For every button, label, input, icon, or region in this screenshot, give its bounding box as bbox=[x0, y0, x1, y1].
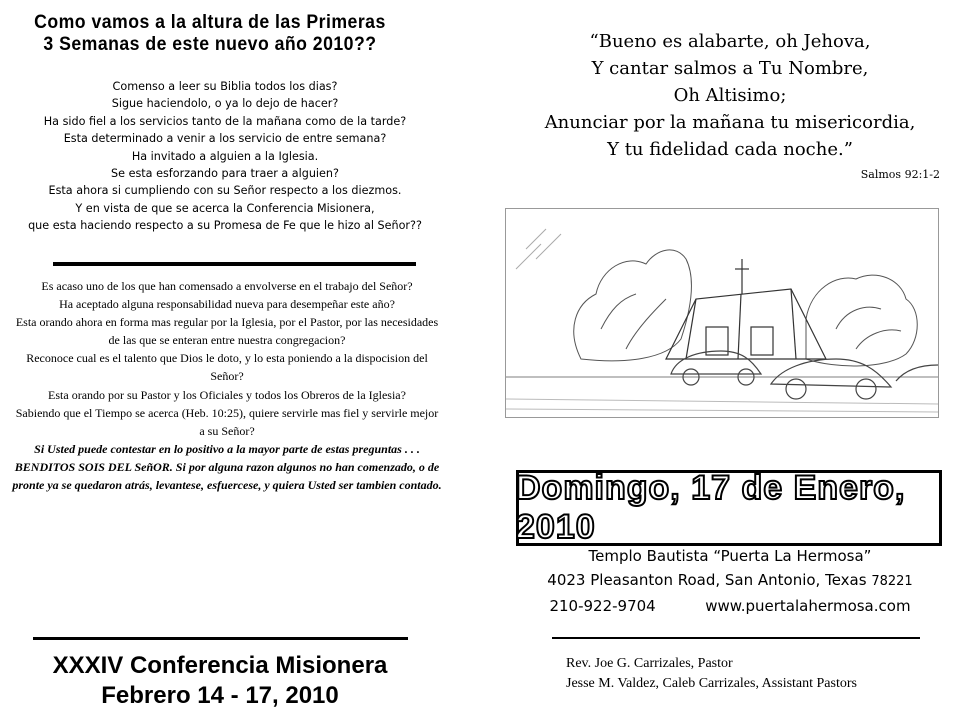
question-item: Esta determinado a venir a los servicio de entre semana? bbox=[63, 132, 387, 146]
address-street: 4023 Pleasanton Road, San Antonio, Texas bbox=[547, 571, 867, 589]
paragraph-closing: Si Usted puede contestar en lo positivo a la mayor parte de estas preguntas . . . BENDITOS SOIS DEL SeñOR. Si por alguna razon algunos no han comenzado, o de pronte ya se quedaron atrás, levantese, esfuercese, y quiera Usted ser tambien contado. bbox=[12, 441, 442, 493]
header-line-2: 3 Semanas de este nuevo año 2010?? bbox=[43, 34, 377, 55]
address-zip: 78221 bbox=[871, 574, 913, 589]
verse-line: Y cantar salmos a Tu Nombre, bbox=[591, 58, 869, 79]
church-name: Templo Bautista “Puerta La Hermosa” bbox=[588, 547, 872, 565]
conference-announcement bbox=[10, 651, 430, 711]
pastor-list bbox=[566, 654, 956, 694]
conference-dates: Febrero 14 - 17, 2010 bbox=[101, 682, 339, 709]
questions-header bbox=[10, 12, 410, 56]
question-item: Se esta esforzando para traer a alguien? bbox=[111, 167, 339, 181]
question-item: Comenso a leer su Biblia todos los dias? bbox=[112, 80, 338, 93]
assistant-pastors: Jesse M. Valdez, Caleb Carrizales, Assistant Pastors bbox=[566, 676, 857, 691]
church-phone: 210-922-9704 bbox=[549, 597, 656, 615]
question-item: que esta haciendo respecto a su Promesa de Fe que le hizo al Señor?? bbox=[28, 219, 422, 233]
verse-reference: Salmos 92:1-2 bbox=[860, 168, 940, 181]
church-contact bbox=[500, 594, 960, 618]
verse-line: Y tu fidelidad cada noche.” bbox=[607, 139, 853, 160]
question-item: Esta ahora si cumpliendo con su Señor respecto a los diezmos. bbox=[48, 184, 402, 198]
divider-right-bottom bbox=[552, 637, 920, 639]
verse-line: “Bueno es alabarte, oh Jehova, bbox=[589, 31, 871, 52]
header-line-1: Como vamos a la altura de las Primeras bbox=[34, 12, 386, 33]
paragraph-line: Ha aceptado alguna responsabilidad nueva para desempeñar este año? bbox=[59, 297, 395, 312]
reflection-paragraph bbox=[12, 277, 442, 494]
paragraph-line: Esta orando por su Pastor y los Oficiales y todos los Obreros de la Iglesia? bbox=[48, 387, 406, 402]
church-photo bbox=[505, 208, 939, 418]
question-list bbox=[10, 78, 440, 235]
church-address bbox=[500, 568, 960, 594]
verse-line: Anunciar por la mañana tu misericordia, bbox=[544, 112, 916, 133]
divider-left-bottom bbox=[33, 637, 408, 640]
church-website[interactable]: www.puertalahermosa.com bbox=[705, 597, 911, 615]
question-item: Ha sido fiel a los servicios tanto de la mañana como de la tarde? bbox=[43, 114, 407, 128]
divider-left-top bbox=[53, 262, 416, 266]
church-sketch bbox=[506, 209, 938, 417]
service-date: Domingo, 17 de Enero, 2010 bbox=[516, 469, 906, 546]
paragraph-line: Es acaso uno de los que han comensado a envolverse en el trabajo del Señor? bbox=[41, 279, 413, 293]
church-info bbox=[500, 544, 960, 618]
senior-pastor: Rev. Joe G. Carrizales, Pastor bbox=[566, 656, 733, 671]
question-item: Sigue haciendolo, o ya lo dejo de hacer? bbox=[111, 97, 339, 111]
conference-title: XXXIV Conferencia Misionera bbox=[52, 652, 388, 679]
paragraph-line: Reconoce cual es el talento que Dios le doto, y lo esta poniendo a la dispocision del Señor? bbox=[26, 351, 428, 384]
paragraph-line: Sabiendo que el Tiempo se acerca (Heb. 10:25), quiere servirle mas fiel y servirle mejor a su Señor? bbox=[15, 405, 439, 438]
paragraph-line: Esta orando ahora en forma mas regular por la Iglesia, por el Pastor, por las necesidades de las que se enteran entre nuestra congregacion? bbox=[15, 315, 439, 348]
question-item: Y en vista de que se acerca la Conferencia Misionera, bbox=[75, 201, 375, 215]
question-item: Ha invitado a alguien a la Iglesia. bbox=[131, 149, 319, 163]
scripture-verse bbox=[500, 28, 960, 163]
verse-line: Oh Altisimo; bbox=[673, 85, 787, 106]
